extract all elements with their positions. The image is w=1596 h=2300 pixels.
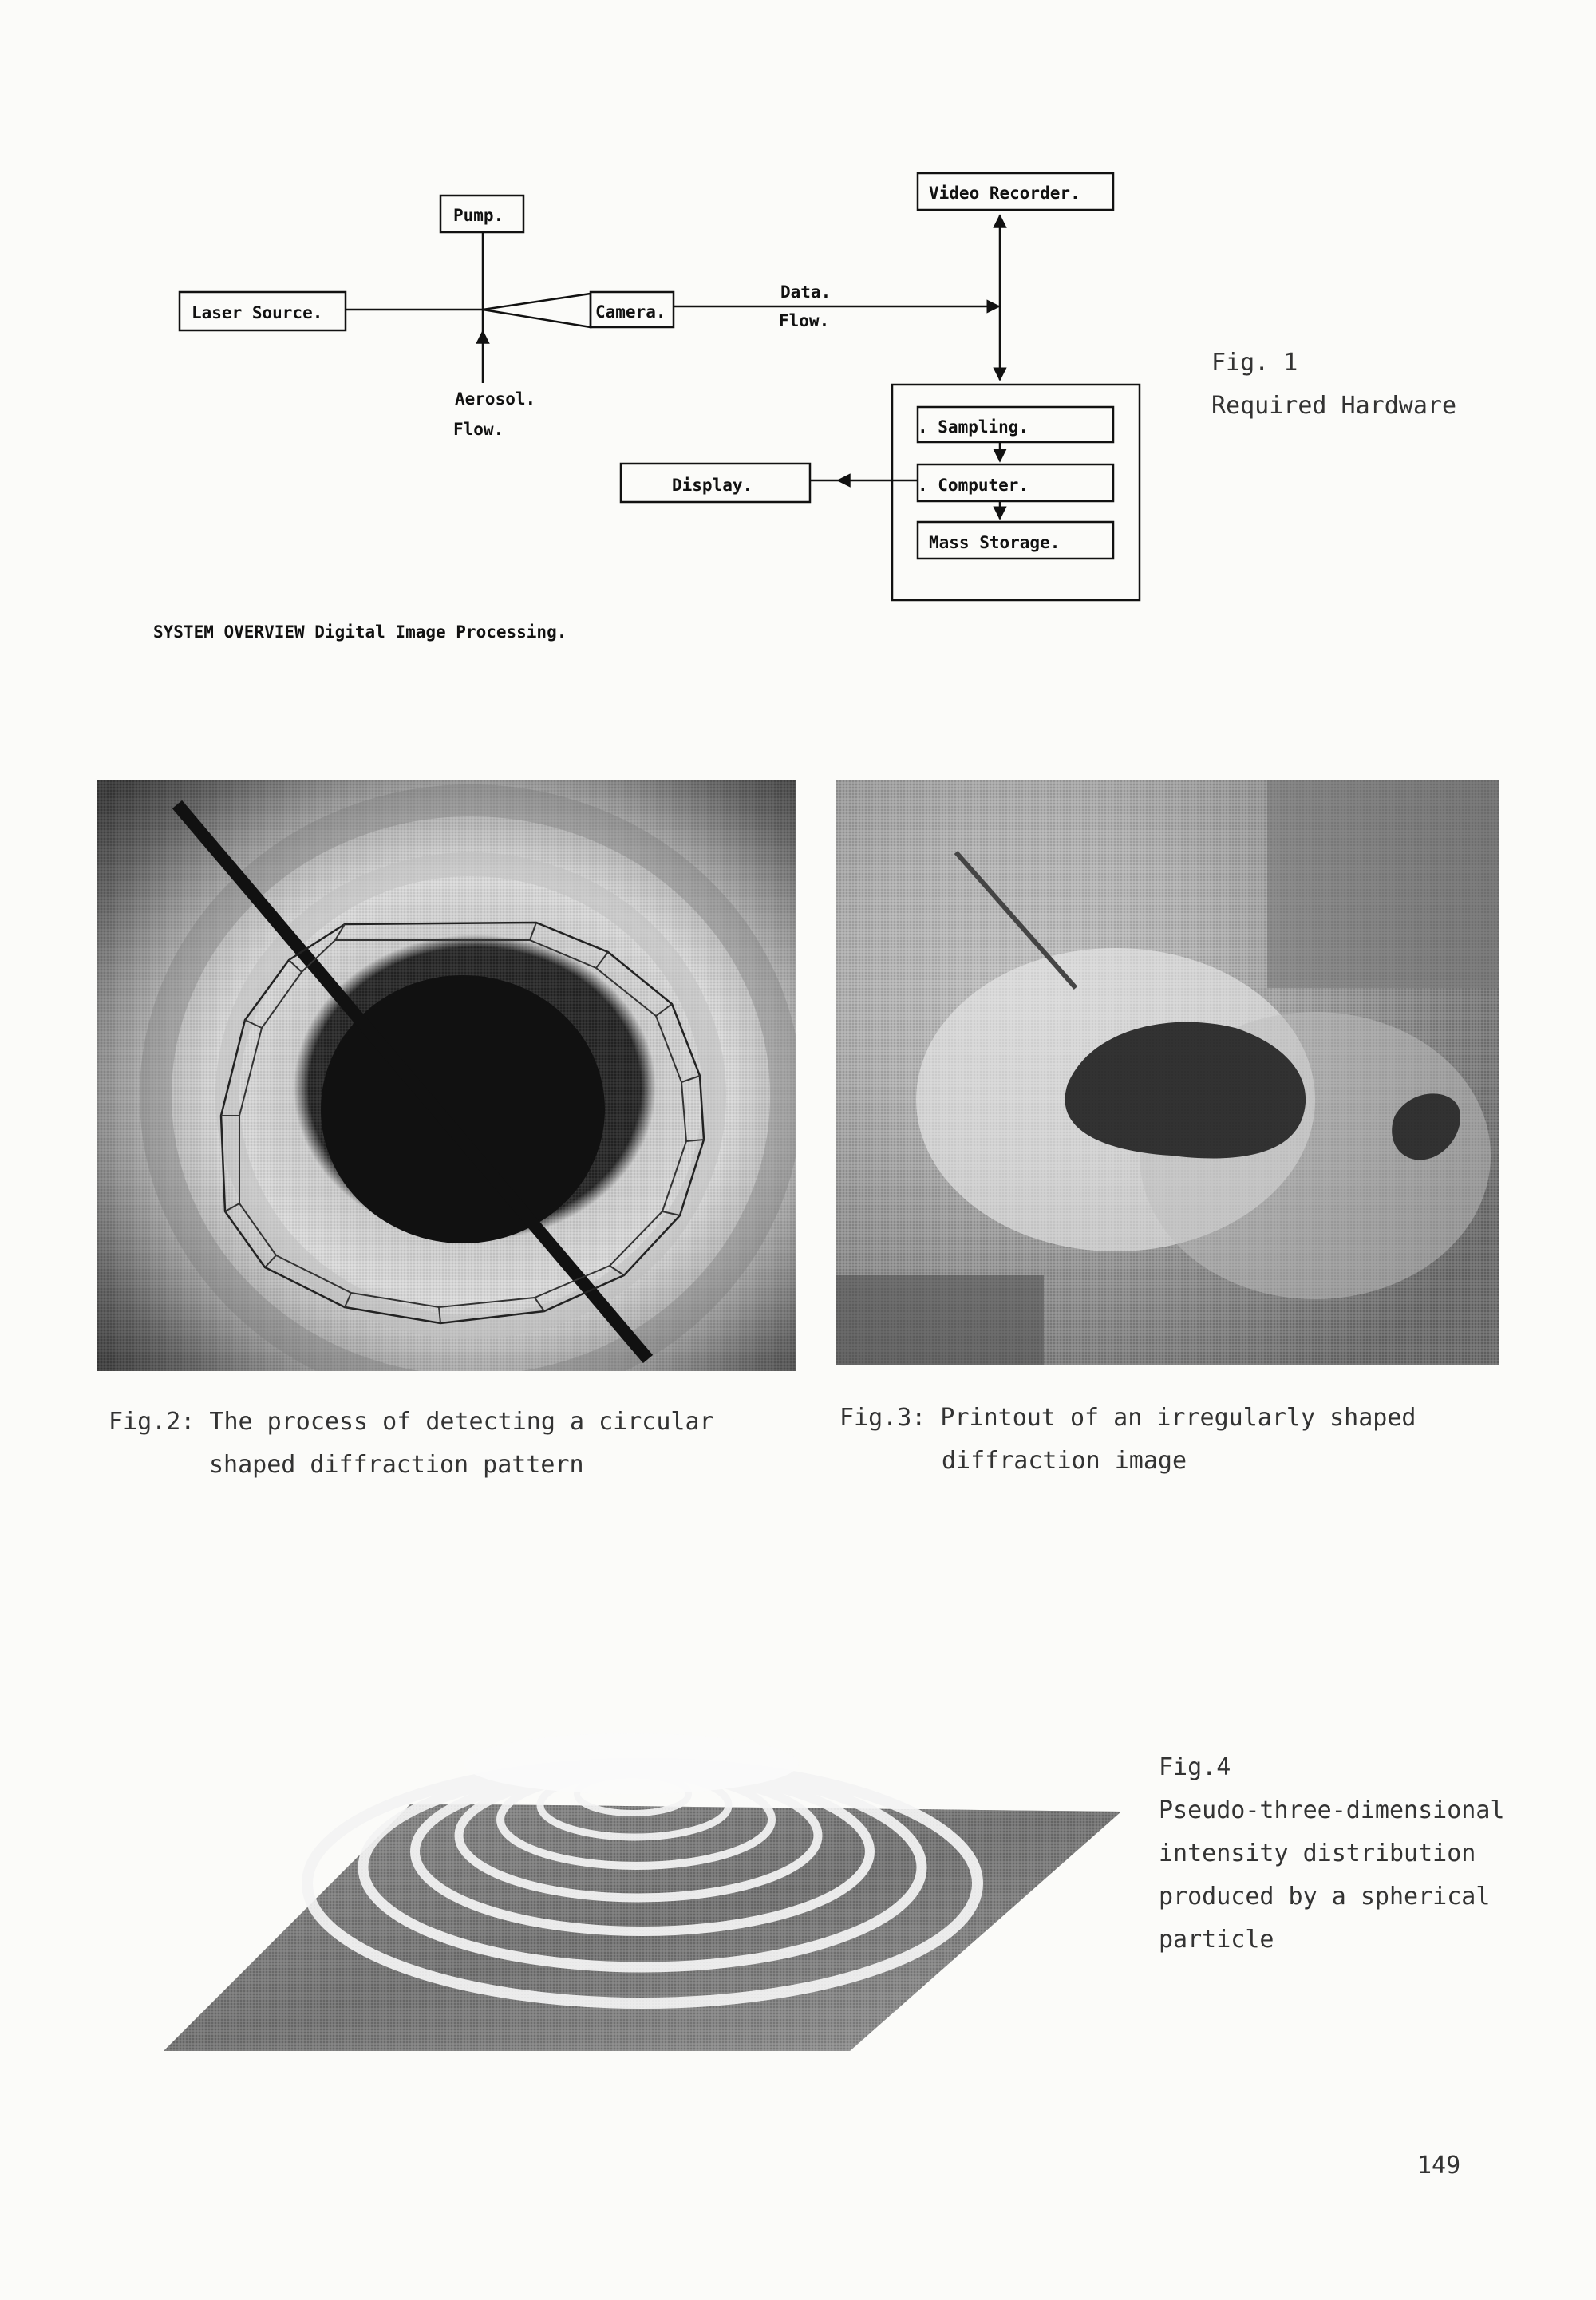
mass-storage-label: Mass Storage.: [929, 533, 1061, 552]
fig1-caption-title: Required Hardware: [1211, 392, 1457, 420]
fig4-caption-line1: Fig.4: [1159, 1753, 1231, 1781]
fig4-caption-line2: Pseudo-three-dimensional: [1159, 1796, 1505, 1824]
computer-label: . Computer.: [918, 476, 1029, 495]
fig2-caption-line1: Fig.2: The process of detecting a circular: [109, 1408, 714, 1436]
laser-source-label: Laser Source.: [192, 303, 323, 322]
aerosol-flow-label-2: Flow.: [453, 420, 504, 439]
aerosol-flow-label-1: Aerosol.: [455, 389, 536, 409]
fig4-intensity-surface: [148, 1716, 1129, 2115]
sampling-label: . Sampling.: [918, 417, 1029, 437]
system-overview-diagram: [0, 0, 1596, 654]
data-flow-label-2: Flow.: [779, 311, 830, 330]
system-overview-caption: SYSTEM OVERVIEW Digital Image Processing.: [153, 622, 567, 642]
fig2-diffraction-image: [97, 780, 796, 1371]
camera-label: Camera.: [595, 302, 666, 322]
fig4-caption-line5: particle: [1159, 1926, 1274, 1954]
pump-label: Pump.: [453, 206, 504, 225]
camera-lens-cone: [483, 294, 591, 327]
page-number: 149: [1417, 2152, 1461, 2179]
fig1-caption-number: Fig. 1: [1211, 349, 1298, 377]
fig3-caption-line1: Fig.3: Printout of an irregularly shaped: [839, 1404, 1416, 1432]
data-flow-label-1: Data.: [780, 283, 832, 302]
fig4-peak: [464, 1733, 799, 1794]
fig2-caption-line2: shaped diffraction pattern: [209, 1451, 584, 1479]
display-label: Display.: [672, 476, 753, 495]
video-recorder-label: Video Recorder.: [929, 184, 1080, 203]
fig3-caption-line2: diffraction image: [942, 1447, 1187, 1475]
fig3-diffraction-image: [836, 780, 1499, 1365]
fig4-caption-line4: produced by a spherical: [1159, 1883, 1491, 1911]
fig4-caption-line3: intensity distribution: [1159, 1840, 1476, 1867]
